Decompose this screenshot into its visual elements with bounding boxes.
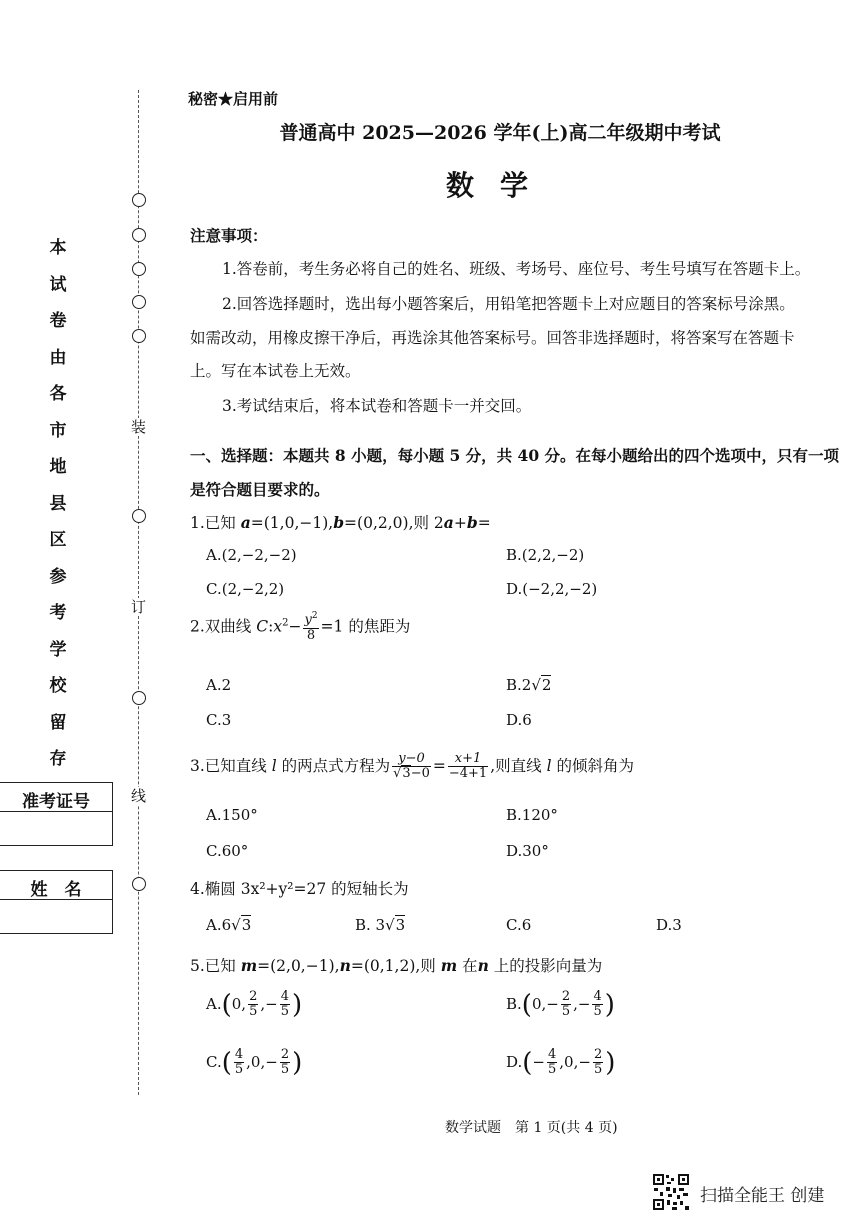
bind-char-zhuang: 装 bbox=[131, 418, 147, 436]
q5-option-d: D.(− $\frac{4}{5}$ ,0,− $\frac{2}{5}$ ) bbox=[506, 1047, 616, 1078]
binding-hole bbox=[132, 329, 146, 343]
q1-option-c: C.(2,−2,2) bbox=[206, 580, 285, 598]
vertical-retention-note: 本 试 卷 由 各 市 地 县 区 参 考 学 校 留 存 bbox=[49, 238, 67, 769]
q5-option-c: C.( $\frac{4}{5}$ ,0,− $\frac{2}{5}$ ) bbox=[206, 1047, 303, 1078]
binding-hole bbox=[132, 228, 146, 242]
binding-hole bbox=[132, 509, 146, 523]
bind-char-ding: 订 bbox=[131, 598, 147, 616]
q4-option-d: D.3 bbox=[656, 916, 682, 934]
question-1-stem: 1.已知 a=(1,0,−1),b=(0,2,0),则 2a+b= bbox=[190, 513, 491, 532]
exam-number-label: 准考证号 bbox=[22, 792, 90, 812]
notice-heading: 注意事项： bbox=[190, 226, 268, 245]
binding-hole bbox=[132, 691, 146, 705]
q2-option-c: C.3 bbox=[206, 711, 232, 729]
name-label: 姓 名 bbox=[30, 880, 82, 900]
secret-mark: 秘密★启用前 bbox=[188, 90, 279, 108]
box-divider bbox=[0, 811, 112, 812]
notice-item-2-cont: 上。写在本试卷上无效。 bbox=[190, 362, 361, 380]
exam-number-box bbox=[0, 782, 113, 846]
q3-option-c: C.60° bbox=[206, 842, 249, 860]
q4-option-c: C.6 bbox=[506, 916, 532, 934]
section-heading: 一、选择题：本题共 8 小题，每小题 5 分，共 40 分。在每小题给出的四个选项中，只有一项 bbox=[190, 446, 840, 465]
q2-option-a: A.2 bbox=[206, 676, 232, 694]
q3-option-d: D.30° bbox=[506, 842, 549, 860]
q3-option-a: A.150° bbox=[206, 806, 258, 824]
box-divider bbox=[0, 899, 112, 900]
q2-option-b: B.2√2 bbox=[506, 676, 552, 694]
question-4-stem: 4.椭圆 3x²+y²=27 的短轴长为 bbox=[190, 880, 409, 898]
binding-hole bbox=[132, 262, 146, 276]
question-2-stem: 2.双曲线 $C:x^2-$ $\frac{y^2}{8}$ =1 的焦距为 bbox=[190, 611, 411, 643]
question-5-stem: 5.已知 m=(2,0,−1),n=(0,1,2),则 m 在n 上的投影向量为 bbox=[190, 956, 603, 975]
q5-option-a: A.(0, $\frac{2}{5}$ ,− $\frac{4}{5}$ ) bbox=[206, 989, 303, 1020]
notice-item-1: 1.答卷前，考生务必将自己的姓名、班级、考场号、座位号、考生号填写在答题卡上。 bbox=[222, 260, 811, 278]
question-3-stem: 3.已知直线 l 的两点式方程为 $\frac{y-0}{√3-0}$ = $\frac{x+1}{-4+1}$ ,则直线 l 的倾斜角为 bbox=[190, 751, 634, 782]
subject-title: 数学 bbox=[445, 169, 554, 202]
notice-item-2-cont: 如需改动，用橡皮擦干净后，再选涂其他答案标号。回答非选择题时，将答案写在答题卡 bbox=[190, 329, 795, 347]
q1-option-b: B.(2,2,−2) bbox=[506, 546, 585, 564]
binding-hole bbox=[132, 877, 146, 891]
bind-char-xian: 线 bbox=[131, 787, 147, 805]
name-box bbox=[0, 870, 113, 934]
q5-option-b: B.(0,− $\frac{2}{5}$ ,− $\frac{4}{5}$ ) bbox=[506, 989, 615, 1020]
q1-option-a: A.(2,−2,−2) bbox=[206, 546, 297, 564]
q2-option-d: D.6 bbox=[506, 711, 532, 729]
camscanner-text: 扫描全能王 创建 bbox=[700, 1186, 825, 1206]
qr-code-icon bbox=[652, 1173, 690, 1211]
notice-item-3: 3.考试结束后，将本试卷和答题卡一并交回。 bbox=[222, 397, 532, 415]
section-heading-cont: 是符合题目要求的。 bbox=[190, 480, 330, 499]
q3-option-b: B.120° bbox=[506, 806, 558, 824]
page-footer: 数学试题 第 1 页(共 4 页) bbox=[445, 1120, 618, 1136]
q4-option-a: A.6√3 bbox=[206, 916, 252, 934]
binding-hole bbox=[132, 295, 146, 309]
binding-hole bbox=[132, 193, 146, 207]
notice-item-2: 2.回答选择题时，选出每小题答案后，用铅笔把答题卡上对应题目的答案标号涂黑。 bbox=[222, 295, 795, 313]
exam-title: 普通高中 2025—2026 学年(上)高二年级期中考试 bbox=[279, 122, 721, 144]
q4-option-b: B. 3√3 bbox=[355, 916, 406, 934]
q1-option-d: D.(−2,2,−2) bbox=[506, 580, 598, 598]
